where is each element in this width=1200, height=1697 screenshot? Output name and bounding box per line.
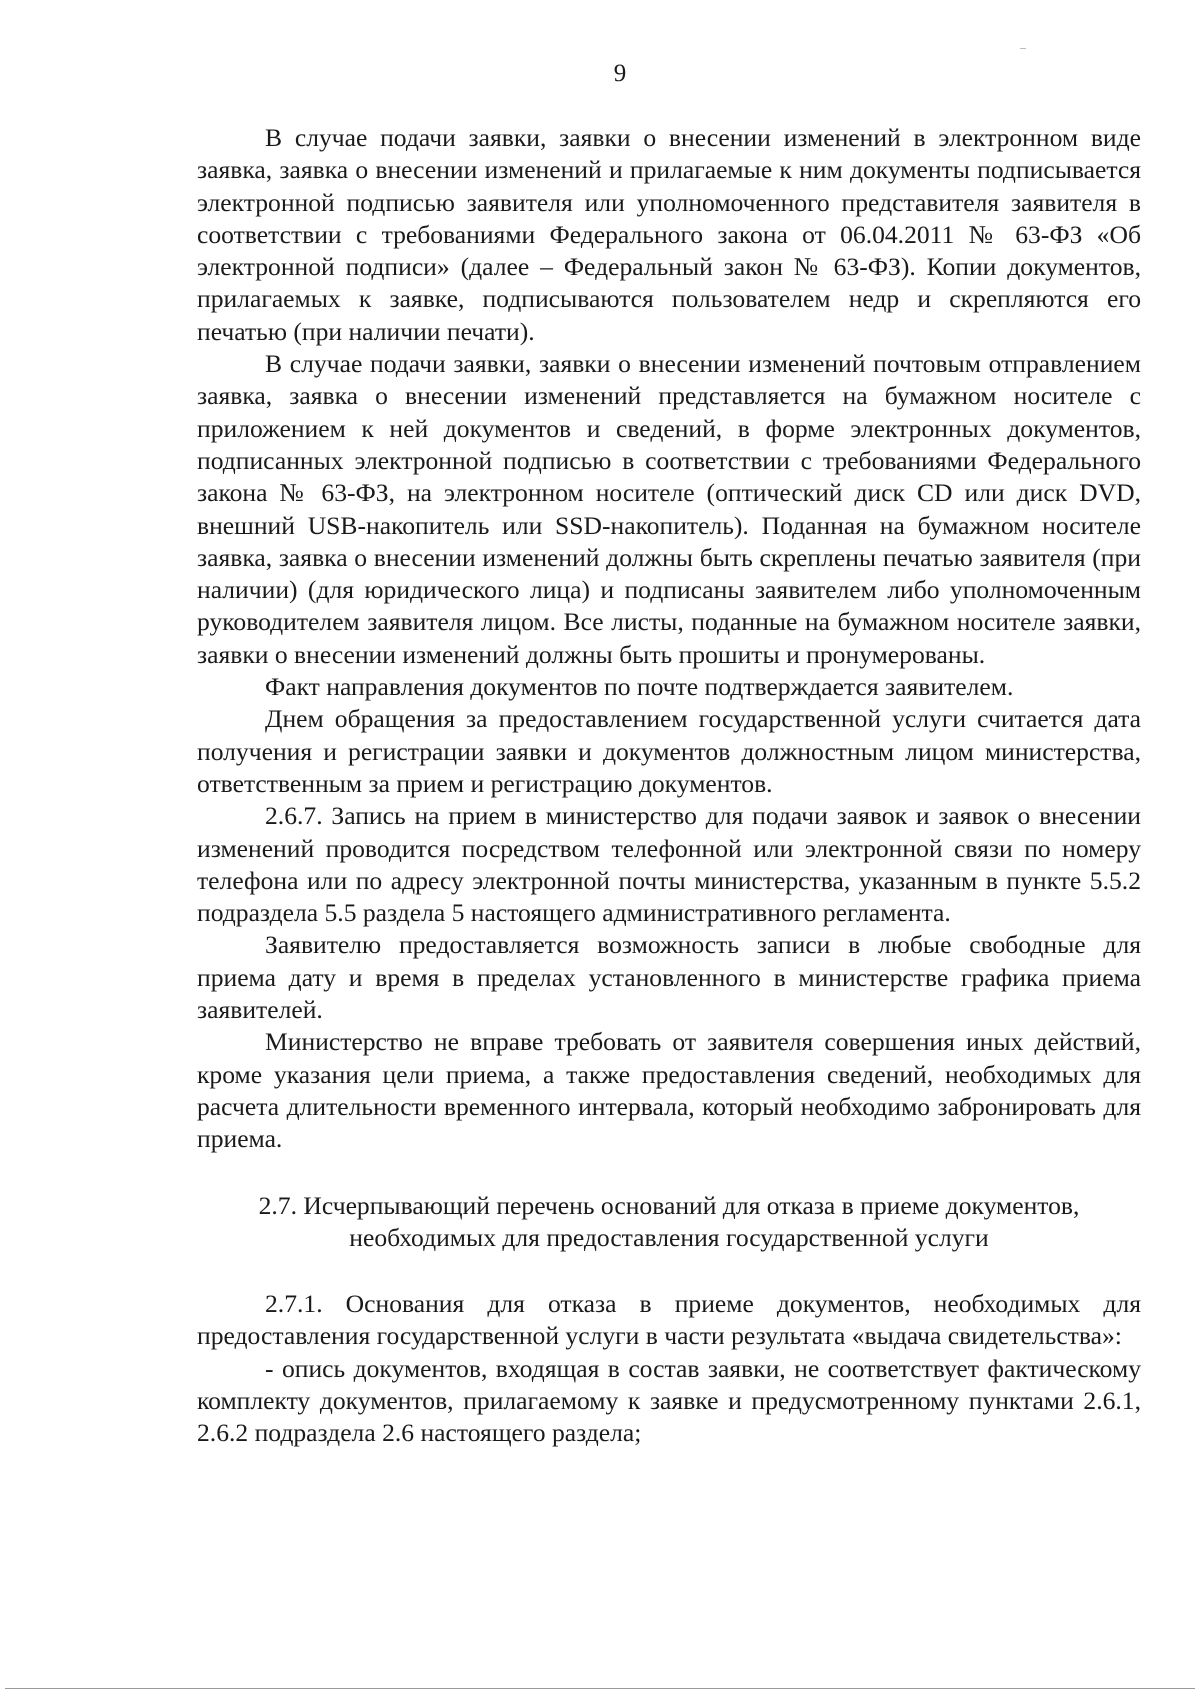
- page-number: 9: [613, 60, 627, 87]
- section-heading-line-2: необходимых для предоставления государственной услуги: [349, 1222, 989, 1252]
- list-item-inventory-mismatch: - опись документов, входящая в состав заявки, не соответствует фактическому комплекту документов, прилагаемому к заявке и предусмотренному пунктами 2.6.1, 2.6.2 подраздела 2.6 настоящего раздела;: [197, 1353, 1141, 1448]
- paragraph-2-7-1: 2.7.1. Основания для отказа в приеме документов, необходимых для предоставления государственной услуги в части результата «выдача свидетельства»:: [197, 1289, 1141, 1351]
- scan-bottom-edge-line: [5, 1688, 1195, 1689]
- scan-speck: [1020, 48, 1026, 49]
- document-body: [197, 122, 1141, 1450]
- paragraph-electronic-submission: В случае подачи заявки, заявки о внесении изменений в электронном виде заявка, заявка о внесении изменений и прилагаемые к ним документы подписывается электронной подписью заявителя или уполномоченного представителя заявителя в соответствии с требованиями Федерального закона от 06.04.2011 № 63-ФЗ «Об электронной подписи» (далее – Федеральный закон № 63-ФЗ). Копии документов, прилагаемых к заявке, подписываются пользователем недр и скрепляются его печатью (при наличии печати).: [197, 123, 1141, 346]
- paragraph-application-date: Днем обращения за предоставлением государственной услуги считается дата получения и регистрации заявки и документов должностным лицом министерства, ответственным за прием и регистрацию документов.: [197, 704, 1141, 798]
- paragraph-postal-submission: В случае подачи заявки, заявки о внесении изменений почтовым отправлением заявка, заявка о внесении изменений представляется на бумажном носителе с приложением к ней документов и сведений, в форме электронных документов, подписанных электронной подписью в соответствии с требованиями Федерального закона № 63-ФЗ, на электронном носителе (оптический диск CD или диск DVD, внешний USB-накопитель или SSD-накопитель). Поданная на бумажном носителе заявка, заявка о внесении изменений должны быть скреплены печатью заявителя (при наличии) (для юридического лица) и подписаны заявителем либо уполномоченным руководителем заявителя лицом. Все листы, поданные на бумажном носителе заявки, заявки о внесении изменений должны быть прошиты и пронумерованы.: [197, 349, 1141, 669]
- section-heading-line-1: 2.7. Исчерпывающий перечень оснований для отказа в приеме документов,: [258, 1190, 1080, 1220]
- paragraph-appointment-options: Заявителю предоставляется возможность записи в любые свободные для приема дату и время в пределах установленного в министерстве графика приема заявителей.: [197, 930, 1141, 1025]
- paragraph-ministry-restrictions: Министерство не вправе требовать от заявителя совершения иных действий, кроме указания цели приема, а также предоставления сведений, необходимых для расчета длительности временного интервала, который необходимо забронировать для приема.: [197, 1027, 1141, 1154]
- paragraph-postal-confirmation: Факт направления документов по почте подтверждается заявителем.: [265, 672, 1014, 702]
- paragraph-2-6-7: 2.6.7. Запись на прием в министерство для подачи заявок и заявок о внесении изменений проводится посредством телефонной или электронной связи по номеру телефона или по адресу электронной почты министерства, указанным в пункте 5.5.2 подраздела 5.5 раздела 5 настоящего административного регламента.: [197, 801, 1141, 928]
- section-heading-2-7: [197, 1190, 1141, 1255]
